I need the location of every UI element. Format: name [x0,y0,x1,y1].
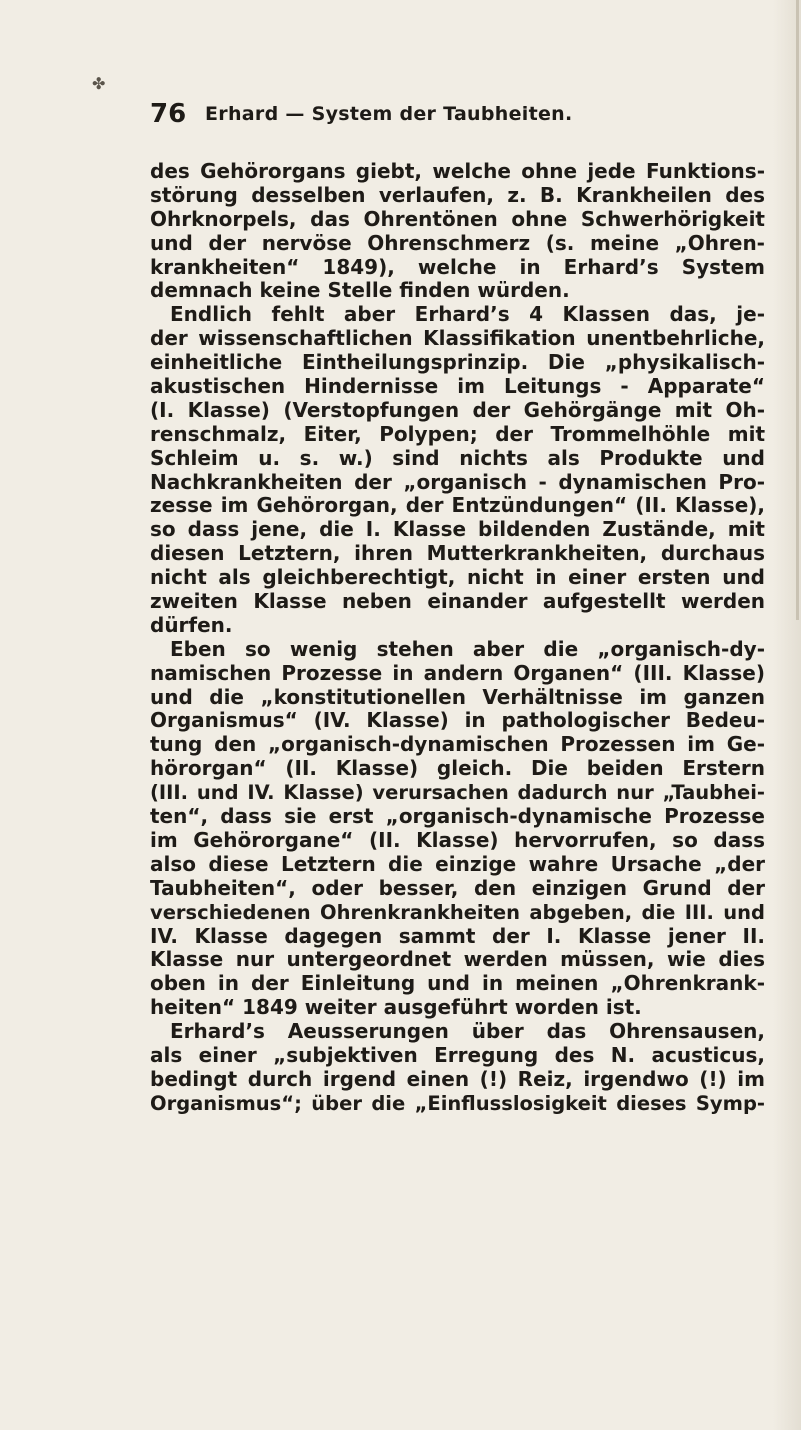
text-line: nicht als gleichberechtigt, nicht in einer ersten und [150,565,765,590]
text-line: und der nervöse Ohrenschmerz (s. meine „Ohren- [150,230,765,255]
text-line: demnach keine Stelle finden würden. [150,278,570,303]
text-line: Organismus“; über die „Einflusslosigkeit dieses Symp- [150,1091,765,1115]
text-line: diesen Letztern, ihren Mutterkrankheiten, durchaus [150,541,765,566]
text-line: akustischen Hindernisse im Leitungs - Apparate“ [150,374,765,399]
text-line: Erhard’s Aeusserungen über das Ohrensausen, [170,1019,765,1044]
text-line: Ohrknorpels, das Ohrentönen ohne Schwerhörigkeit [150,206,765,231]
text-line: verschiedenen Ohrenkrankheiten abgeben, die III. und [150,900,765,924]
stray-print-mark: ✤ [92,74,106,93]
text-line: bedingt durch irgend einen (!) Reiz, irgendwo (!) im [150,1066,765,1091]
text-line: und die „konstitutionellen Verhältnisse im ganzen [150,684,765,709]
text-line: Klasse nur untergeordnet werden müssen, wie dies [150,947,765,972]
text-line: Nachkrankheiten der „organisch - dynamischen Pro- [150,469,765,494]
text-line: also diese Letztern die einzige wahre Ursache „der [150,851,765,876]
text-line: des Gehörorgans giebt, welche ohne jede Funktions- [150,159,765,183]
text-line: der wissenschaftlichen Klassifikation unentbehrliche, [150,326,765,351]
text-line: hörorgan“ (II. Klasse) gleich. Die beiden Erstern [150,756,765,781]
page-number: 76 [150,99,187,129]
text-line: IV. Klasse dagegen sammt der I. Klasse jener II. [150,923,765,948]
text-line: dürfen. [150,612,233,637]
body-text [150,160,765,1116]
text-line: krankheiten“ 1849), welche in Erhard’s System [150,254,765,279]
text-line: so dass jene, die I. Klasse bildenden Zustände, mit [150,517,765,542]
page-edge-line [796,0,799,620]
text-line: zweiten Klasse neben einander aufgestellt werden [150,589,765,614]
text-line: störung desselben verlaufen, z. B. Krankheilen des [150,182,765,207]
text-line: renschmalz, Eiter, Polypen; der Trommelhöhle mit [150,421,765,446]
text-line: als einer „subjektiven Erregung des N. acusticus, [150,1042,765,1067]
text-line: namischen Prozesse in andern Organen“ (III. Klasse) [150,660,765,685]
text-line: einheitliche Eintheilungsprinzip. Die „physikalisch- [150,350,765,375]
text-line: Taubheiten“, oder besser, den einzigen Grund der [150,875,765,900]
text-line: heiten“ 1849 weiter ausgeführt worden ist. [150,995,642,1020]
text-line: zesse im Gehörorgan, der Entzündungen“ (II. Klasse), [150,493,765,518]
running-head: Erhard — System der Taubheiten. [205,103,573,125]
text-line: Endlich fehlt aber Erhard’s 4 Klassen das, je- [170,302,765,327]
text-line: tung den „organisch-dynamischen Prozessen im Ge- [150,732,765,757]
page-header [150,97,670,131]
text-line: oben in der Einleitung und in meinen „Ohrenkrank- [150,971,765,996]
text-line: (III. und IV. Klasse) verursachen dadurch nur „Taubhei- [150,781,765,805]
text-line: Organismus“ (IV. Klasse) in pathologischer Bedeu- [150,708,765,733]
text-line: im Gehörorgane“ (II. Klasse) hervorrufen, so dass [150,827,765,852]
text-line: (I. Klasse) (Verstopfungen der Gehörgänge mit Oh- [150,397,765,422]
text-line: Schleim u. s. w.) sind nichts als Produkte und [150,445,765,470]
text-line: Eben so wenig stehen aber die „organisch-dy- [170,636,765,661]
text-line: ten“, dass sie erst „organisch-dynamische Prozesse [150,804,765,829]
